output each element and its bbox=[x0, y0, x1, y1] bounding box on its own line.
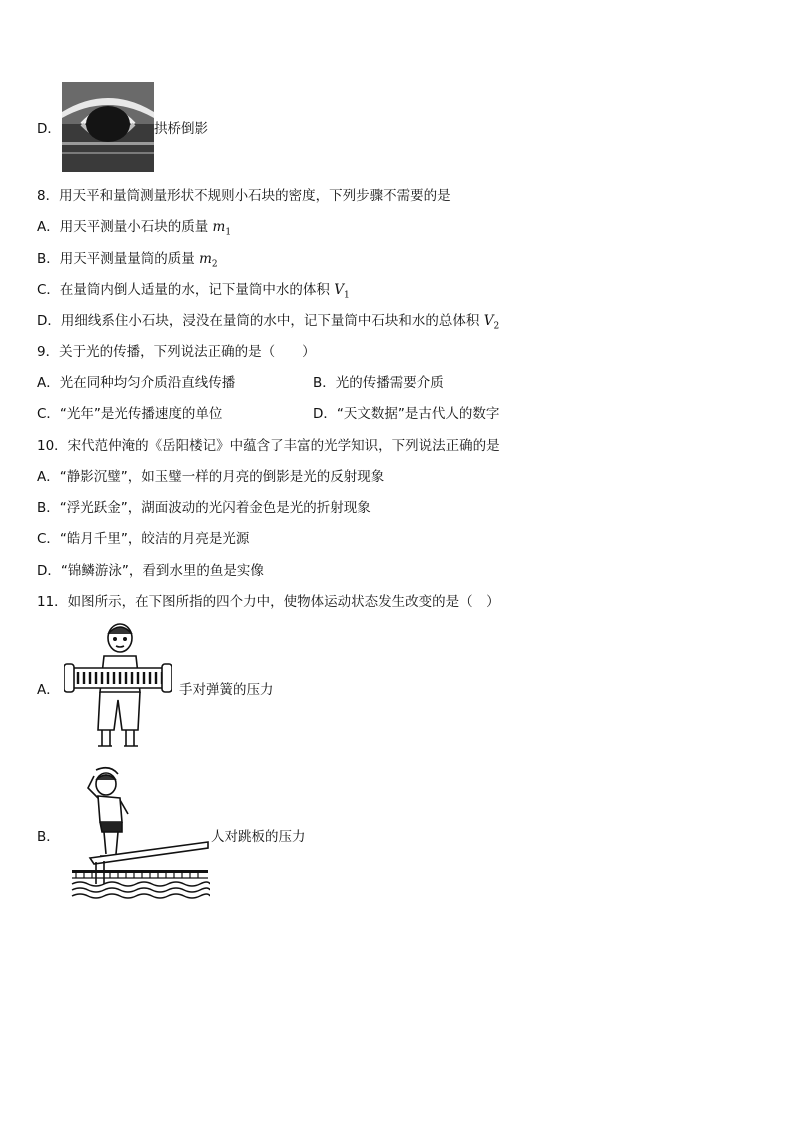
q7-option-d-letter: D． bbox=[37, 121, 61, 137]
q11-option-a-caption: 手对弹簧的压力 bbox=[179, 682, 274, 698]
q8-option-b-variable: $m_2$ bbox=[199, 251, 218, 270]
q9-option-b: B．光的传播需要介质 bbox=[313, 375, 444, 391]
q10-option-c: C．“皓月千里”，皎洁的月亮是光源 bbox=[37, 531, 250, 547]
q10-option-b: B．“浮光跃金”，湖面波动的光闪着金色是光的折射现象 bbox=[37, 500, 371, 516]
q8-option-a-text: A．用天平测量小石块的质量 bbox=[37, 219, 209, 235]
boy-compressing-spring-image bbox=[64, 622, 172, 752]
q10-option-d: D．“锦鳞游泳”，看到水里的鱼是实像 bbox=[37, 563, 264, 579]
q8-option-a bbox=[37, 218, 231, 242]
q8-option-c-text: C．在量筒内倒人适量的水，记下量筒中水的体积 bbox=[37, 282, 330, 298]
q8-option-a-variable: $m_1$ bbox=[212, 219, 232, 238]
q11-stem: 11．如图所示，在下图所指的四个力中，使物体运动状态发生改变的是（ ） bbox=[37, 594, 500, 610]
q8-option-d-variable: $V_2$ bbox=[483, 313, 500, 332]
q10-stem: 10．宋代范仲淹的《岳阳楼记》中蕴含了丰富的光学知识，下列说法正确的是 bbox=[37, 438, 500, 454]
q11-option-a-letter: A． bbox=[37, 682, 60, 698]
q8-option-d-text: D．用细线系住小石块，浸没在量筒的水中，记下量筒中石块和水的总体积 bbox=[37, 313, 480, 329]
q8-option-d bbox=[37, 312, 499, 336]
q9-stem: 9．关于光的传播，下列说法正确的是（ ） bbox=[37, 344, 316, 360]
q10-option-a: A．“静影沉璧”，如玉璧一样的月亮的倒影是光的反射现象 bbox=[37, 469, 385, 485]
boy-on-diving-board-image bbox=[70, 766, 210, 902]
arch-bridge-reflection-image bbox=[62, 82, 154, 172]
q8-stem: 8．用天平和量筒测量形状不规则小石块的密度，下列步骤不需要的是 bbox=[37, 188, 451, 204]
q8-option-c bbox=[37, 281, 350, 305]
q8-option-b bbox=[37, 250, 218, 274]
q11-option-b-letter: B． bbox=[37, 829, 60, 845]
q9-option-a: A．光在同种均匀介质沿直线传播 bbox=[37, 375, 236, 391]
q8-option-c-variable: $V_1$ bbox=[334, 282, 350, 301]
q7-option-d-caption: 拱桥倒影 bbox=[154, 121, 208, 137]
q8-option-b-text: B．用天平测量量筒的质量 bbox=[37, 251, 195, 267]
q9-option-d: D．“天文数据”是古代人的数字 bbox=[313, 406, 500, 422]
q11-option-b-caption: 人对跳板的压力 bbox=[211, 829, 306, 845]
q9-option-c: C．“光年”是光传播速度的单位 bbox=[37, 406, 223, 422]
